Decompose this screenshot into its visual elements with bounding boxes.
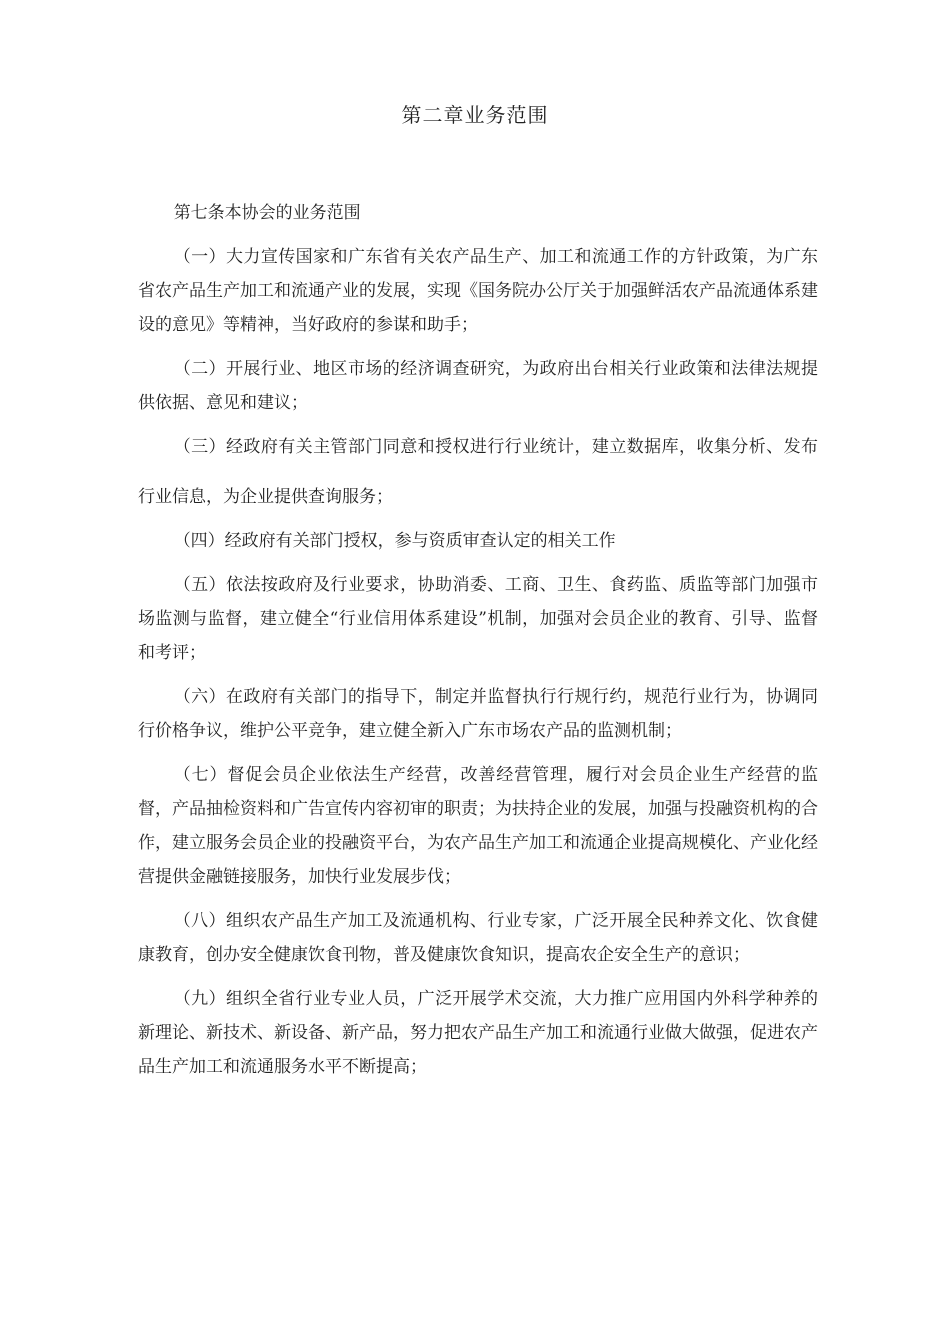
item-9: （九）组织全省行业专业人员，广泛开展学术交流，大力推广应用国内外科学种养的新理论、新技术、新设备、新产品，努力把农产品生产加工和流通行业做大做强，促进农产品生产加工和流通服务水平不断提高； [138,989,818,1077]
item-2: （二）开展行业、地区市场的经济调查研究，为政府出台相关行业政策和法律法规提供依据、意见和建议； [138,359,818,413]
item-4: （四）经政府有关部门授权，参与资质审查认定的相关工作 [173,531,616,551]
item-5: （五）依法按政府及行业要求，协助消委、工商、卫生、食药监、质监等部门加强市场监测与监督，建立健全“行业信用体系建设”机制，加强对会员企业的教育、引导、监督和考评； [138,575,818,663]
item-3: （三）经政府有关主管部门同意和授权进行行业统计，建立数据库，收集分析、发布行业信息，为企业提供查询服务； [138,437,818,507]
item-6: （六）在政府有关部门的指导下，制定并监督执行行规行约，规范行业行为，协调同行价格争议，维护公平竞争，建立健全新入广东市场农产品的监测机制； [138,687,818,741]
item-8: （八）组织农产品生产加工及流通机构、行业专家，广泛开展全民种养文化、饮食健康教育，创办安全健康饮食刊物，普及健康饮食知识，提高农企安全生产的意识； [138,911,818,965]
chapter-title: 第二章业务范围 [401,103,549,127]
document-body [138,196,818,1094]
item-7: （七）督促会员企业依法生产经营，改善经营管理，履行对会员企业生产经营的监督，产品抽检资料和广告宣传内容初审的职责；为扶持企业的发展，加强与投融资机构的合作，建立服务会员企业的投融资平台，为农产品生产加工和流通企业提高规模化、产业化经营提供金融链接服务，加快行业发展步伐； [138,765,818,887]
item-1: （一）大力宣传国家和广东省有关农产品生产、加工和流通工作的方针政策，为广东省农产品生产加工和流通产业的发展，实现《国务院办公厅关于加强鲜活农产品流通体系建设的意见》等精神，当好政府的参谋和助手； [138,247,818,335]
article-heading: 第七条本协会的业务范围 [173,203,361,223]
